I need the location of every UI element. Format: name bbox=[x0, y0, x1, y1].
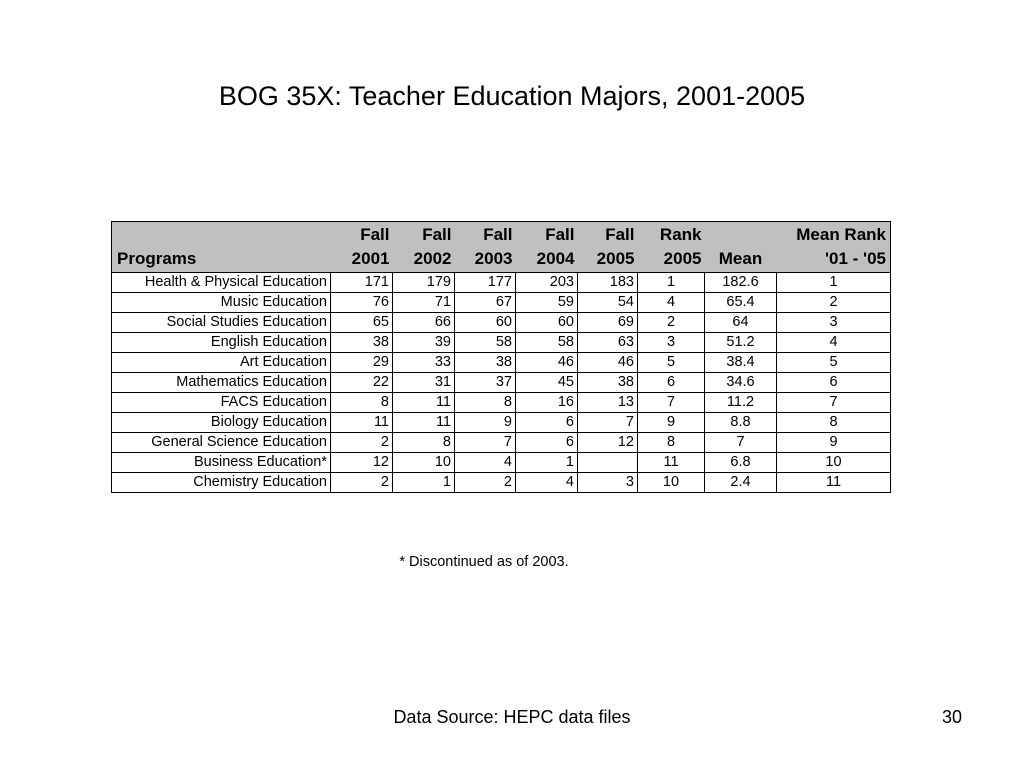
cell-rank-2005: 11 bbox=[638, 453, 705, 473]
cell-fall-2003: 67 bbox=[455, 293, 516, 313]
footnote: * Discontinued as of 2003. bbox=[399, 554, 569, 570]
cell-mean: 65.4 bbox=[705, 293, 777, 313]
cell-fall-2003: 4 bbox=[455, 453, 516, 473]
table-row bbox=[112, 333, 891, 353]
table-row bbox=[112, 273, 891, 293]
cell-mean: 2.4 bbox=[705, 473, 777, 493]
cell-rank-2005: 6 bbox=[638, 373, 705, 393]
header-mean: Mean bbox=[705, 222, 777, 273]
cell-fall-2004: 203 bbox=[516, 273, 578, 293]
cell-fall-2001: 76 bbox=[331, 293, 393, 313]
cell-fall-2004: 60 bbox=[516, 313, 578, 333]
cell-mean-rank: 2 bbox=[777, 293, 891, 313]
cell-mean-rank: 7 bbox=[777, 393, 891, 413]
cell-fall-2005: 7 bbox=[578, 413, 638, 433]
header-fall-2001: Fall 2001 bbox=[331, 222, 393, 273]
cell-mean-rank: 8 bbox=[777, 413, 891, 433]
cell-rank-2005: 4 bbox=[638, 293, 705, 313]
cell-fall-2002: 33 bbox=[393, 353, 455, 373]
cell-mean-rank: 3 bbox=[777, 313, 891, 333]
table-row bbox=[112, 353, 891, 373]
header-rank-2005: Rank 2005 bbox=[638, 222, 705, 273]
table-row bbox=[112, 473, 891, 493]
cell-fall-2005: 183 bbox=[578, 273, 638, 293]
cell-fall-2003: 38 bbox=[455, 353, 516, 373]
cell-fall-2001: 29 bbox=[331, 353, 393, 373]
cell-fall-2002: 71 bbox=[393, 293, 455, 313]
cell-fall-2002: 179 bbox=[393, 273, 455, 293]
cell-rank-2005: 5 bbox=[638, 353, 705, 373]
cell-fall-2002: 11 bbox=[393, 393, 455, 413]
table-row bbox=[112, 453, 891, 473]
cell-fall-2003: 58 bbox=[455, 333, 516, 353]
cell-mean: 51.2 bbox=[705, 333, 777, 353]
cell-mean: 182.6 bbox=[705, 273, 777, 293]
cell-rank-2005: 2 bbox=[638, 313, 705, 333]
table-row bbox=[112, 413, 891, 433]
cell-rank-2005: 9 bbox=[638, 413, 705, 433]
header-fall-2005: Fall 2005 bbox=[578, 222, 638, 273]
cell-mean: 34.6 bbox=[705, 373, 777, 393]
cell-mean-rank: 1 bbox=[777, 273, 891, 293]
cell-fall-2004: 6 bbox=[516, 413, 578, 433]
cell-fall-2001: 22 bbox=[331, 373, 393, 393]
cell-fall-2004: 46 bbox=[516, 353, 578, 373]
data-source: Data Source: HEPC data files bbox=[393, 707, 631, 727]
cell-mean-rank: 11 bbox=[777, 473, 891, 493]
cell-fall-2005: 38 bbox=[578, 373, 638, 393]
cell-mean-rank: 9 bbox=[777, 433, 891, 453]
cell-fall-2001: 38 bbox=[331, 333, 393, 353]
cell-program: Social Studies Education bbox=[112, 313, 331, 333]
header-fall-2002: Fall 2002 bbox=[393, 222, 455, 273]
cell-mean: 7 bbox=[705, 433, 777, 453]
cell-fall-2004: 4 bbox=[516, 473, 578, 493]
cell-mean-rank: 6 bbox=[777, 373, 891, 393]
cell-program: Chemistry Education bbox=[112, 473, 331, 493]
header-fall-2003: Fall 2003 bbox=[455, 222, 516, 273]
cell-rank-2005: 7 bbox=[638, 393, 705, 413]
cell-fall-2003: 37 bbox=[455, 373, 516, 393]
cell-fall-2002: 66 bbox=[393, 313, 455, 333]
cell-fall-2001: 2 bbox=[331, 473, 393, 493]
cell-fall-2004: 59 bbox=[516, 293, 578, 313]
cell-fall-2004: 58 bbox=[516, 333, 578, 353]
cell-mean-rank: 4 bbox=[777, 333, 891, 353]
cell-fall-2004: 16 bbox=[516, 393, 578, 413]
cell-mean: 11.2 bbox=[705, 393, 777, 413]
cell-fall-2005: 13 bbox=[578, 393, 638, 413]
cell-fall-2003: 177 bbox=[455, 273, 516, 293]
cell-fall-2005: 54 bbox=[578, 293, 638, 313]
table-header-row bbox=[112, 222, 891, 273]
cell-fall-2003: 9 bbox=[455, 413, 516, 433]
cell-fall-2002: 11 bbox=[393, 413, 455, 433]
cell-fall-2001: 12 bbox=[331, 453, 393, 473]
page-number: 30 bbox=[941, 707, 962, 727]
cell-fall-2001: 2 bbox=[331, 433, 393, 453]
cell-program: General Science Education bbox=[112, 433, 331, 453]
table-row bbox=[112, 373, 891, 393]
cell-fall-2005: 12 bbox=[578, 433, 638, 453]
cell-fall-2001: 65 bbox=[331, 313, 393, 333]
cell-mean: 6.8 bbox=[705, 453, 777, 473]
cell-fall-2002: 31 bbox=[393, 373, 455, 393]
cell-fall-2001: 8 bbox=[331, 393, 393, 413]
cell-fall-2003: 60 bbox=[455, 313, 516, 333]
cell-fall-2001: 171 bbox=[331, 273, 393, 293]
table-row bbox=[112, 313, 891, 333]
cell-mean: 8.8 bbox=[705, 413, 777, 433]
header-programs: Programs bbox=[112, 222, 331, 273]
cell-fall-2002: 1 bbox=[393, 473, 455, 493]
cell-program: Business Education* bbox=[112, 453, 331, 473]
cell-mean: 38.4 bbox=[705, 353, 777, 373]
cell-fall-2005 bbox=[578, 453, 638, 473]
cell-fall-2002: 8 bbox=[393, 433, 455, 453]
cell-mean: 64 bbox=[705, 313, 777, 333]
cell-fall-2003: 7 bbox=[455, 433, 516, 453]
table-row bbox=[112, 293, 891, 313]
majors-table bbox=[111, 221, 891, 493]
cell-rank-2005: 10 bbox=[638, 473, 705, 493]
cell-fall-2002: 39 bbox=[393, 333, 455, 353]
cell-fall-2004: 45 bbox=[516, 373, 578, 393]
table-row bbox=[112, 393, 891, 413]
cell-fall-2005: 63 bbox=[578, 333, 638, 353]
slide-title: BOG 35X: Teacher Education Majors, 2001-2005 bbox=[218, 81, 806, 111]
cell-fall-2004: 6 bbox=[516, 433, 578, 453]
cell-program: Art Education bbox=[112, 353, 331, 373]
cell-fall-2004: 1 bbox=[516, 453, 578, 473]
cell-rank-2005: 1 bbox=[638, 273, 705, 293]
cell-fall-2005: 69 bbox=[578, 313, 638, 333]
cell-fall-2002: 10 bbox=[393, 453, 455, 473]
cell-mean-rank: 5 bbox=[777, 353, 891, 373]
cell-program: Music Education bbox=[112, 293, 331, 313]
cell-program: English Education bbox=[112, 333, 331, 353]
cell-fall-2003: 2 bbox=[455, 473, 516, 493]
cell-program: FACS Education bbox=[112, 393, 331, 413]
cell-program: Mathematics Education bbox=[112, 373, 331, 393]
cell-fall-2003: 8 bbox=[455, 393, 516, 413]
cell-fall-2005: 46 bbox=[578, 353, 638, 373]
cell-rank-2005: 8 bbox=[638, 433, 705, 453]
cell-rank-2005: 3 bbox=[638, 333, 705, 353]
table-row bbox=[112, 433, 891, 453]
header-fall-2004: Fall 2004 bbox=[516, 222, 578, 273]
cell-fall-2005: 3 bbox=[578, 473, 638, 493]
cell-program: Biology Education bbox=[112, 413, 331, 433]
cell-mean-rank: 10 bbox=[777, 453, 891, 473]
header-mean-rank: Mean Rank '01 - '05 bbox=[777, 222, 891, 273]
cell-program: Health & Physical Education bbox=[112, 273, 331, 293]
cell-fall-2001: 11 bbox=[331, 413, 393, 433]
